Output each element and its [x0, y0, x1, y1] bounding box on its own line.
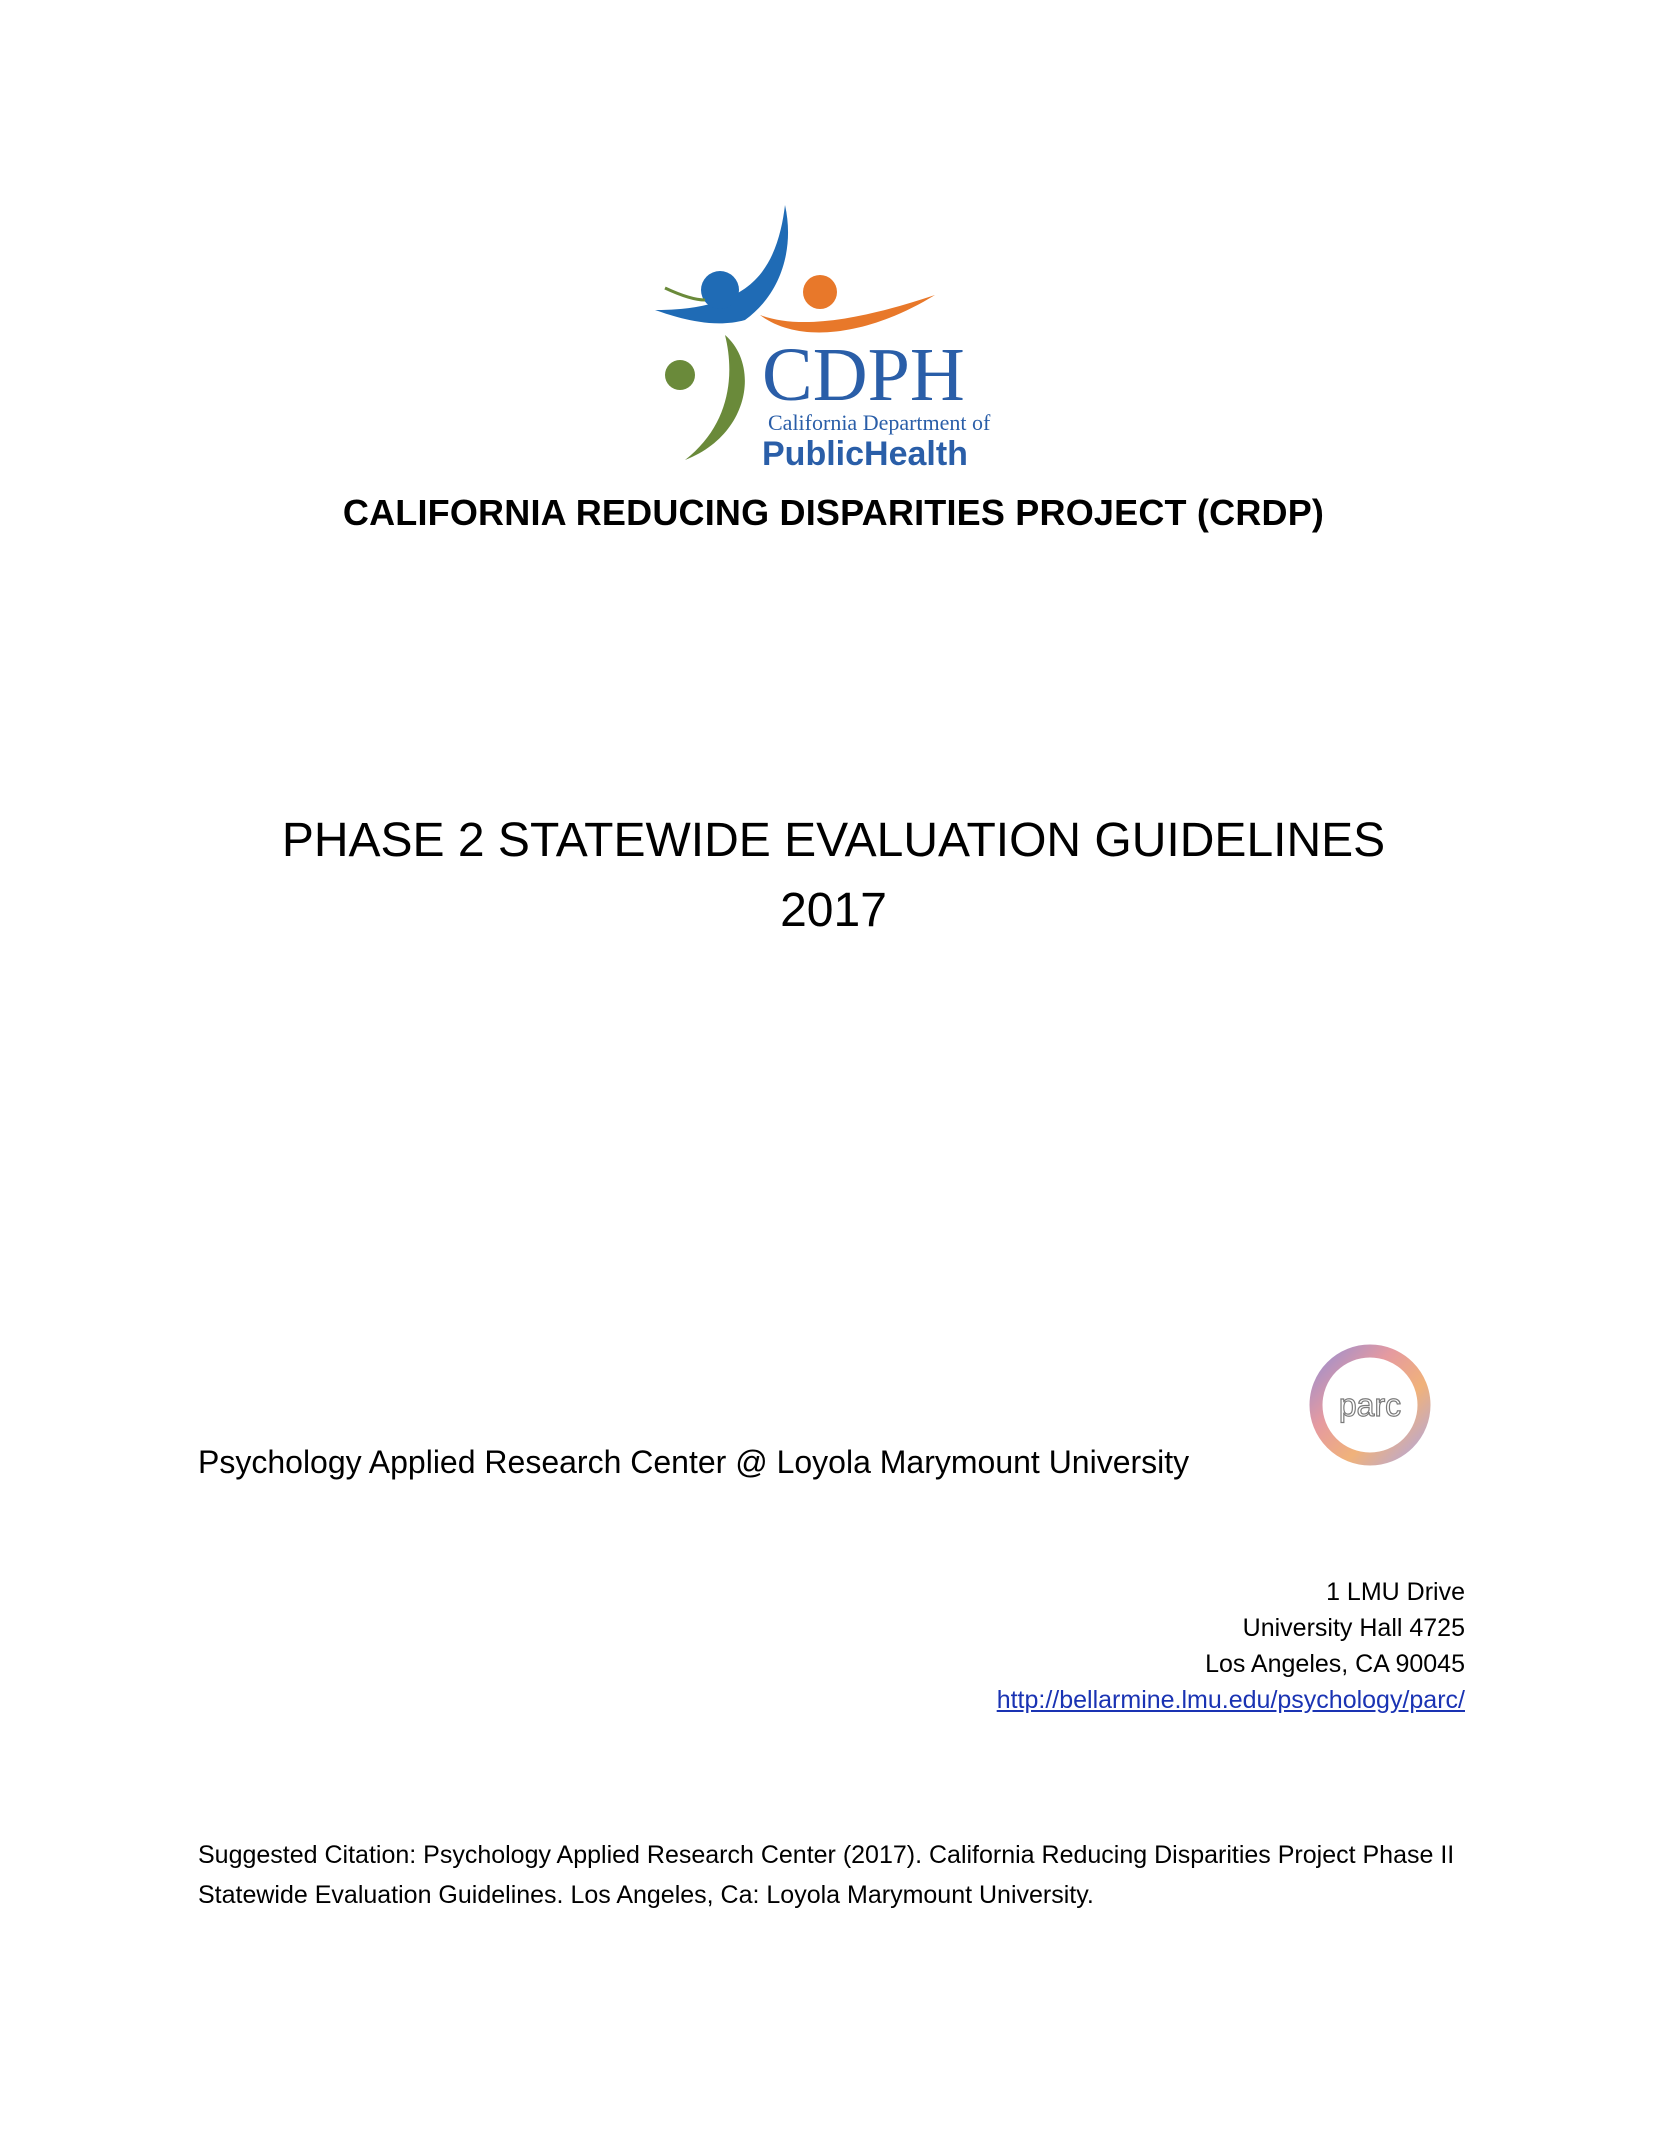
citation-line1: Suggested Citation: Psychology Applied Research Center (2017). California Reducing Disparities Project Phase II — [198, 1841, 1455, 1869]
organization-name: Psychology Applied Research Center @ Loyola Marymount University — [198, 1444, 1190, 1480]
svg-text:California Department of: California Department of — [768, 410, 991, 435]
suggested-citation — [198, 1835, 1488, 1915]
svg-text:PublicHealth: PublicHealth — [762, 435, 968, 473]
parc-website-link[interactable]: http://bellarmine.lmu.edu/psychology/parc/ — [996, 1686, 1465, 1714]
citation-line2: Statewide Evaluation Guidelines. Los Angeles, Ca: Loyola Marymount University. — [198, 1881, 1094, 1909]
document-year: 2017 — [780, 884, 887, 937]
cdph-logo — [650, 200, 1020, 475]
document-title-line1: PHASE 2 STATEWIDE EVALUATION GUIDELINES — [281, 814, 1386, 867]
project-title: CALIFORNIA REDUCING DISPARITIES PROJECT (CRDP) — [342, 492, 1325, 533]
address-street: 1 LMU Drive — [1326, 1578, 1465, 1606]
parc-logo — [1305, 1340, 1435, 1470]
svg-text:parc: parc — [1338, 1387, 1402, 1423]
document-title — [0, 806, 1667, 946]
address-building: University Hall 4725 — [1242, 1614, 1465, 1642]
address-block — [997, 1574, 1465, 1718]
address-city: Los Angeles, CA 90045 — [1205, 1650, 1465, 1678]
svg-text:CDPH: CDPH — [762, 333, 965, 417]
